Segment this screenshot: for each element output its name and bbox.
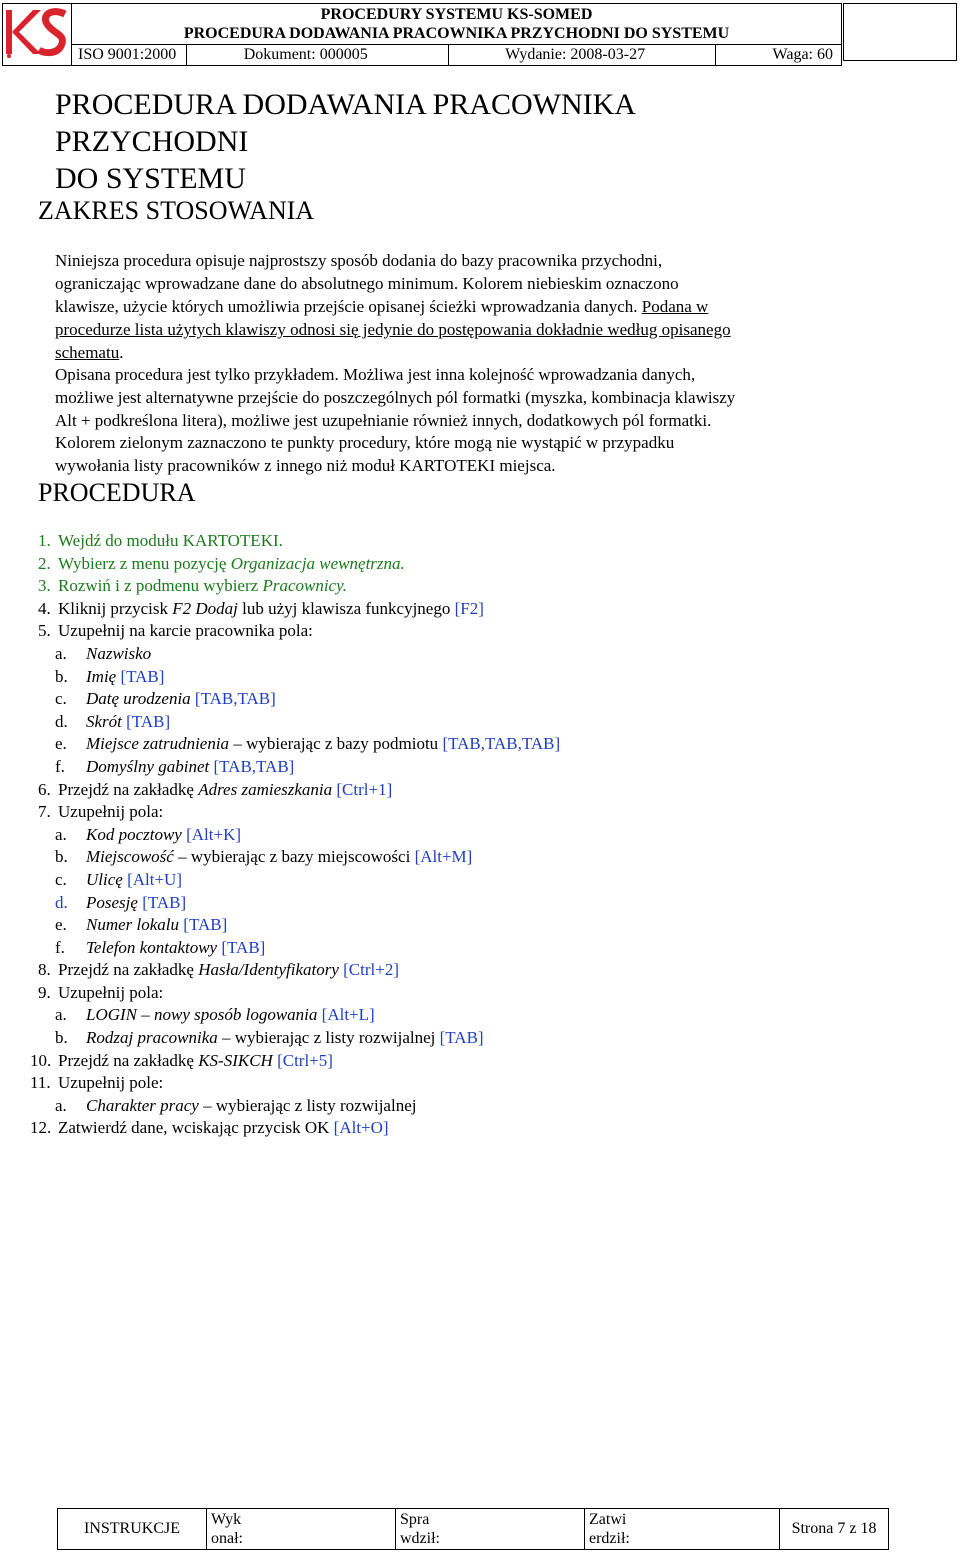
scope-line: Niniejsza procedura opisuje najprostszy sposób dodania do bazy pracownika przychodni, [55, 251, 663, 270]
footer-checked-by: Spra wdził: [396, 1509, 585, 1550]
scope-line: wywołania listy pracowników z innego niż moduł KARTOTEKI miejsca. [55, 456, 556, 475]
header-title-line2: PROCEDURA DODAWANIA PRACOWNIKA PRZYCHODNI DO SYSTEMU [183, 25, 730, 42]
doc-title-line2: PRZYCHODNI [55, 125, 249, 158]
scope-line: schematu. [55, 343, 124, 362]
ks-logo-icon [3, 4, 71, 60]
scope-line: klawisze, użycie których umożliwia przejście opisanej ścieżki wprowadzania danych. Podana w [55, 297, 709, 316]
footer-page: Strona 7 z 18 [780, 1509, 889, 1550]
scope-line: Alt + podkreślona litera), możliwe jest uzupełnianie również innych, dodatkowych pól formatki. [55, 411, 712, 430]
doc-title-line1: PROCEDURA DODAWANIA PRACOWNIKA [55, 88, 636, 121]
scope-line: możliwe jest alternatywne przejście do poszczególnych pól formatki (myszka, kombinacja klawiszy [55, 388, 736, 407]
footer-made-by: Wyk onał: [207, 1509, 396, 1550]
scope-line: Kolorem zielonym zaznaczono te punkty procedury, które mogą nie wystąpić w przypadku [55, 433, 675, 452]
header-title-line1: PROCEDURY SYSTEMU KS-SOMED [320, 6, 593, 23]
footer-type: INSTRUKCJE [58, 1509, 207, 1550]
header-iso: ISO 9001:2000 [78, 45, 187, 65]
header-edition: Wydanie: 2008-03-27 [505, 45, 716, 65]
document-header [2, 3, 842, 61]
header-document: Dokument: 000005 [244, 45, 449, 65]
header-title [72, 4, 842, 45]
scope-heading: ZAKRES STOSOWANIA [38, 196, 315, 225]
logo-cell [3, 4, 72, 66]
footer-approved-by: Zatwi erdził: [585, 1509, 780, 1550]
scope-line: Opisana procedura jest tylko przykładem. Możliwa jest inna kolejność wprowadzania danych, [55, 365, 696, 384]
scope-line: procedurze lista użytych klawiszy odnosi się jedynie do postępowania dokładnie według opisanego [55, 320, 731, 339]
procedure-heading: PROCEDURA [38, 478, 196, 507]
header-weight: Waga: 60 [772, 46, 833, 63]
document-footer [57, 1508, 889, 1550]
doc-title-line3: DO SYSTEMU [55, 162, 246, 195]
scope-line: ograniczając wprowadzane dane do absolutnego minimum. Kolorem niebieskim oznaczono [55, 274, 679, 293]
header-side-box [843, 3, 957, 61]
header-meta [72, 45, 842, 66]
